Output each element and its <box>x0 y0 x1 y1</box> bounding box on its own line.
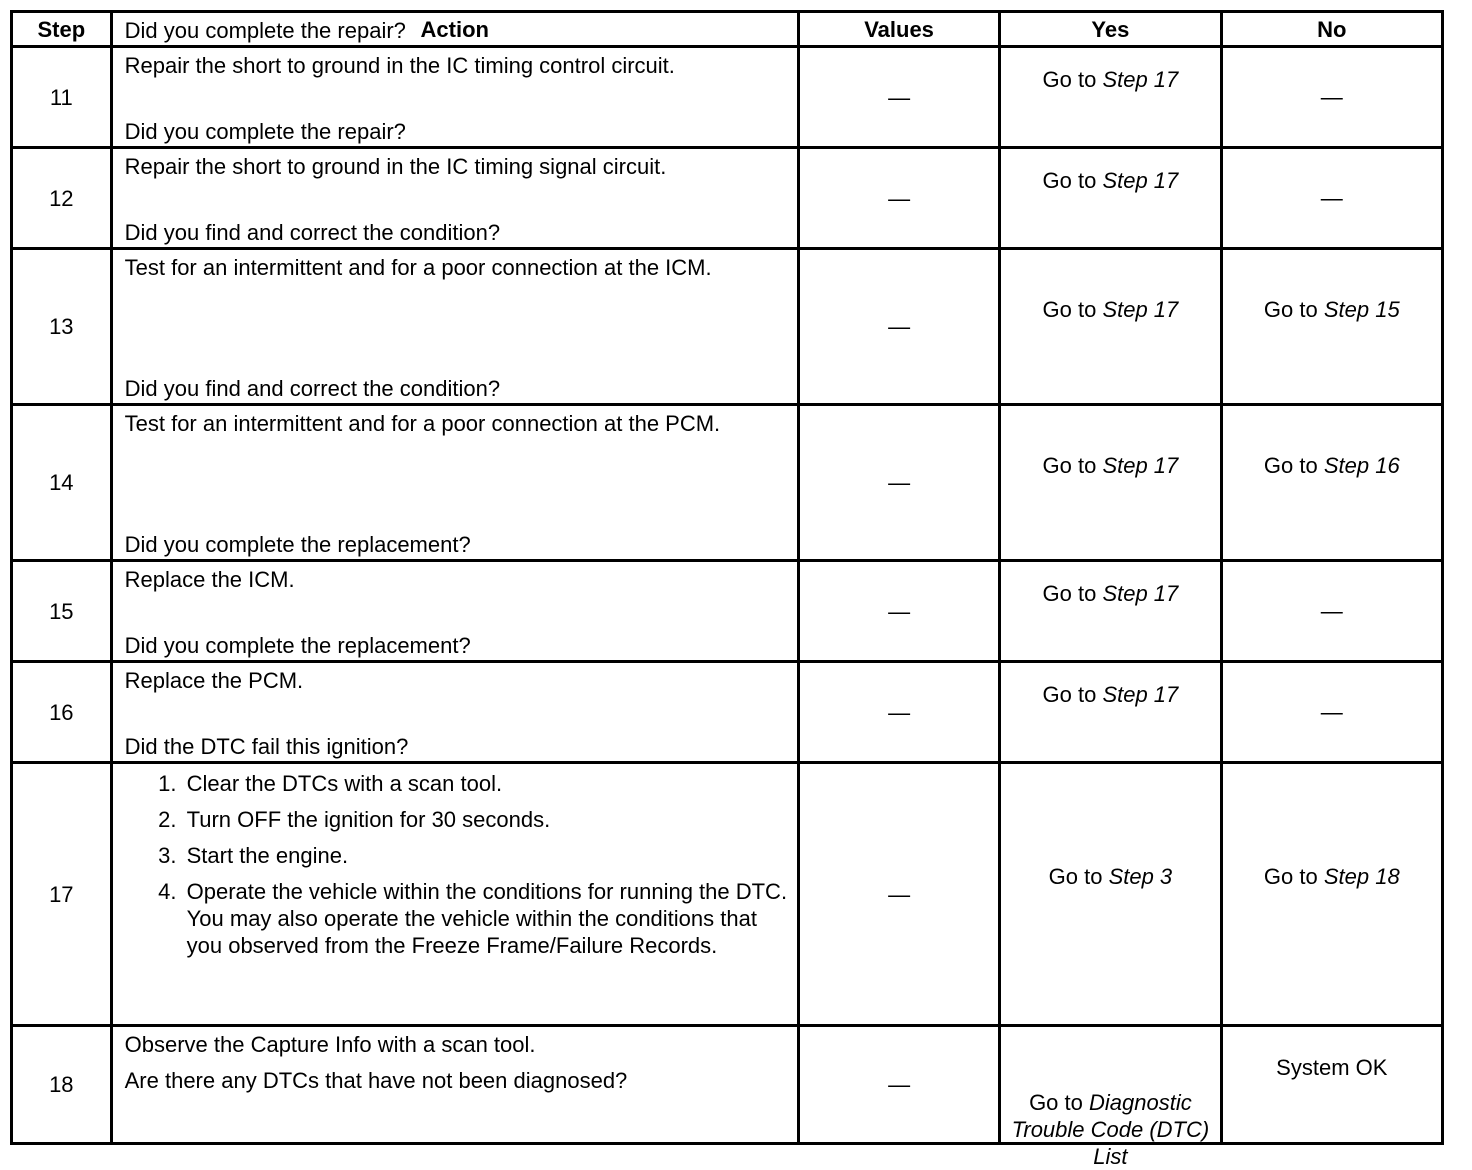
goto-text: Go to <box>1263 864 1318 889</box>
values-cell: — <box>798 1026 999 1144</box>
goto-text: Go to <box>1042 452 1097 478</box>
no-cell <box>1221 405 1442 561</box>
yes-goto[interactable] <box>1001 863 1219 890</box>
goto-text: Go to <box>1029 1089 1083 1115</box>
no-cell <box>1221 662 1442 763</box>
values-cell: — <box>798 662 999 763</box>
yes-cell <box>1000 662 1221 763</box>
yes-goto[interactable] <box>1001 1089 1219 1170</box>
action-question: Did you find and correct the condition? <box>124 220 501 245</box>
no-goto[interactable] <box>1223 452 1441 479</box>
goto-step-link[interactable]: Step 15 <box>1323 296 1400 322</box>
goto-step-link[interactable]: Step 17 <box>1102 581 1179 606</box>
goto-step-link[interactable]: Step 17 <box>1102 296 1179 322</box>
no-cell <box>1221 1026 1442 1144</box>
step-number: 17 <box>12 763 112 1026</box>
goto-step-link[interactable]: Step 3 <box>1108 864 1173 889</box>
no-cell <box>1221 763 1442 1026</box>
no-goto[interactable] <box>1223 863 1441 890</box>
yes-goto[interactable] <box>1001 452 1219 479</box>
yes-goto[interactable] <box>1001 580 1219 607</box>
yes-cell <box>1000 561 1221 662</box>
goto-step-link[interactable]: Step 17 <box>1102 168 1179 193</box>
action-cell <box>111 734 798 1026</box>
list-item: 1. Clear the DTCs with a scan tool. <box>183 770 789 797</box>
list-item: 2. Turn OFF the ignition for 30 seconds. <box>183 806 789 833</box>
step-number: 13 <box>12 249 112 405</box>
yes-cell <box>1000 1026 1221 1169</box>
values-cell: — <box>798 148 999 249</box>
no-dash: — <box>1320 699 1343 725</box>
header-values: Values <box>798 12 999 47</box>
no-cell <box>1221 47 1442 148</box>
values-cell: — <box>798 763 999 1026</box>
action-line: Observe the Capture Info with a scan tool. <box>124 1032 536 1057</box>
values-cell: — <box>798 47 999 148</box>
action-text: Repair the short to ground in the IC timing control circuit. <box>124 53 675 78</box>
header-action: Action <box>111 12 798 47</box>
yes-goto[interactable] <box>1001 66 1219 93</box>
table-row <box>12 763 1443 1026</box>
goto-step-link[interactable]: Step 17 <box>1102 682 1179 707</box>
yes-cell <box>1000 47 1221 148</box>
diagnostic-table <box>10 10 1444 1169</box>
list-item: 4. Operate the vehicle within the conditions for running the DTC. You may also operate the vehicle within the conditions that you observed from the Freeze Frame/Failure Records. <box>183 878 789 959</box>
values-cell: — <box>798 561 999 662</box>
goto-step-link[interactable]: Step 17 <box>1102 67 1179 92</box>
header-yes: Yes <box>1000 12 1221 47</box>
action-text: Repair the short to ground in the IC timing signal circuit. <box>124 154 667 179</box>
no-dash: — <box>1320 84 1343 110</box>
yes-goto[interactable] <box>1001 296 1219 323</box>
step-number: 14 <box>12 405 112 561</box>
goto-text: Go to <box>1042 581 1097 606</box>
no-cell <box>1221 148 1442 249</box>
action-text: Replace the ICM. <box>124 567 295 592</box>
action-text <box>125 1031 789 1094</box>
goto-text: Go to <box>1042 296 1097 322</box>
action-text: Test for an intermittent and for a poor connection at the PCM. <box>124 411 721 436</box>
no-goto[interactable] <box>1223 296 1441 323</box>
goto-text: Go to <box>1048 864 1103 889</box>
action-cell <box>111 1026 798 1144</box>
action-question: Did you complete the repair? <box>124 18 406 43</box>
step-number: 16 <box>12 662 112 763</box>
action-question: Did you complete the replacement? <box>124 633 471 658</box>
goto-text: Go to <box>1042 67 1097 92</box>
action-question: Did the DTC fail this ignition? <box>124 734 409 759</box>
yes-cell <box>1000 405 1221 561</box>
no-cell <box>1221 561 1442 662</box>
header-no: No <box>1221 12 1442 47</box>
action-question: Did you complete the repair? <box>124 119 406 144</box>
table-row <box>12 1026 1443 1144</box>
goto-step-link[interactable]: Step 18 <box>1323 864 1400 889</box>
yes-goto[interactable] <box>1001 167 1219 194</box>
no-cell <box>1221 249 1442 405</box>
values-cell: — <box>798 405 999 561</box>
step-number: 12 <box>12 148 112 249</box>
step-number: 15 <box>12 561 112 662</box>
goto-text: Go to <box>1042 168 1097 193</box>
goto-step-link[interactable]: Step 16 <box>1323 452 1400 478</box>
action-text: Replace the PCM. <box>124 668 304 693</box>
action-question: Did you complete the replacement? <box>124 532 471 557</box>
goto-step-link[interactable]: Step 17 <box>1102 452 1179 478</box>
no-dash: — <box>1320 185 1343 211</box>
step-number: 18 <box>12 1026 112 1144</box>
list-item: 3. Start the engine. <box>183 842 789 869</box>
yes-cell <box>1000 148 1221 249</box>
values-cell: — <box>798 249 999 405</box>
action-text: Test for an intermittent and for a poor connection at the ICM. <box>124 255 712 280</box>
action-question: Are there any DTCs that have not been diagnosed? <box>124 1068 628 1093</box>
goto-text: Go to <box>1263 452 1318 478</box>
system-ok-text: System OK <box>1276 1054 1388 1080</box>
goto-text: Go to <box>1263 296 1318 322</box>
action-question: Did you find and correct the condition? <box>124 376 501 401</box>
yes-cell <box>1000 249 1221 405</box>
dtc-list-link[interactable]: Diagnostic Trouble Code (DTC) List <box>1011 1089 1210 1169</box>
action-step-list <box>125 770 789 968</box>
no-dash: — <box>1320 598 1343 624</box>
goto-text: Go to <box>1042 682 1097 707</box>
header-step: Step <box>12 12 112 47</box>
step-number: 11 <box>12 47 112 148</box>
yes-cell <box>1000 763 1221 1026</box>
yes-goto[interactable] <box>1001 681 1219 708</box>
